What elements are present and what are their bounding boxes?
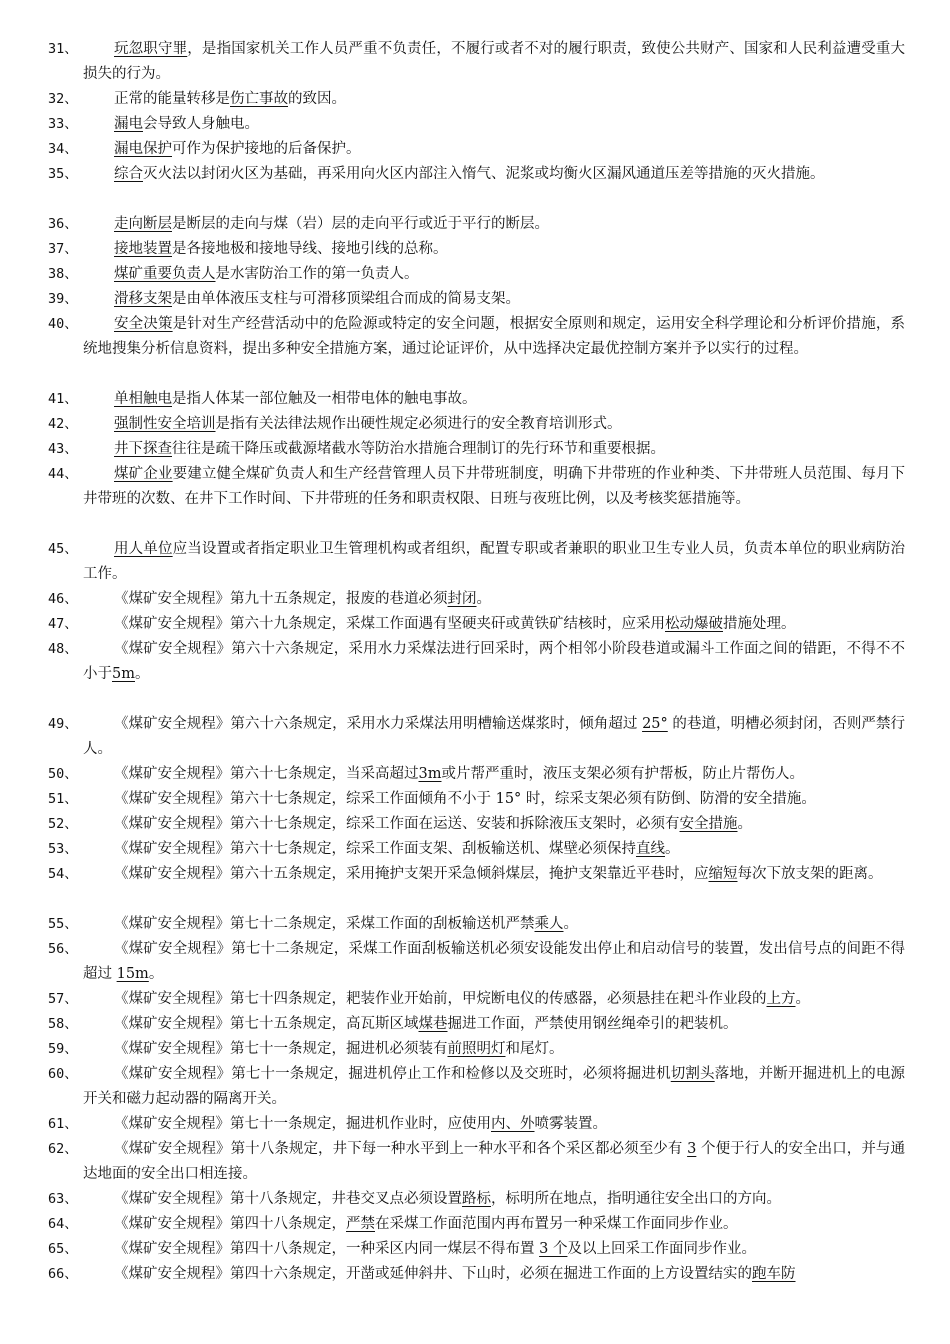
text-run: 及以上回采工作面同步作业。	[567, 1241, 756, 1257]
answer-underlined: 综合	[114, 166, 143, 182]
answer-underlined: 井下探查	[114, 441, 172, 457]
answer-underlined: 3	[687, 1141, 697, 1157]
list-item	[0, 437, 950, 462]
item-number: 41、	[48, 391, 78, 407]
item-text	[83, 987, 905, 1012]
answer-underlined: 伤亡事故	[230, 91, 288, 107]
text-run: 灭火法以封闭火区为基础，再采用向火区内部注入惰气、泥浆或均衡火区漏风通道压差等措施的灭火措施。	[143, 166, 825, 182]
text-run: 《煤矿安全规程》第六十六条规定，采用水力采煤法用明槽输送煤浆时，倾角超过	[114, 716, 643, 732]
item-text	[83, 1012, 905, 1037]
list-item	[0, 912, 950, 937]
item-text	[83, 537, 905, 586]
list-item	[0, 1012, 950, 1037]
answer-underlined: 封闭	[447, 591, 477, 607]
text-run: 。	[737, 816, 752, 832]
list-item	[0, 937, 950, 986]
list-item	[0, 712, 950, 761]
text-run: 《煤矿安全规程》第七十二条规定，采煤工作面的刮板输送机严禁	[114, 916, 535, 932]
item-text	[83, 237, 905, 262]
text-run: 的巷道，明槽必须封闭，否则严禁行人。	[83, 716, 906, 757]
text-run: 《煤矿安全规程》第六十七条规定，当采高超过	[114, 766, 419, 782]
list-item	[0, 387, 950, 412]
text-run: 《煤矿安全规程》第六十九条规定，采煤工作面遇有坚硬夹矸或黄铁矿结核时，应采用	[114, 616, 665, 632]
item-number: 44、	[48, 466, 78, 482]
item-number: 63、	[48, 1191, 78, 1207]
item-text	[83, 387, 905, 412]
item-text	[83, 1037, 905, 1062]
answer-underlined: 漏电保护	[114, 141, 172, 157]
item-text	[83, 1262, 905, 1287]
list-item	[0, 1112, 950, 1137]
item-text	[83, 412, 905, 437]
text-run: 。	[476, 591, 491, 607]
text-run: 是断层的走向与煤（岩）层的走向平行或近于平行的断层。	[172, 216, 549, 232]
item-text	[83, 262, 905, 287]
answer-underlined: 缩短	[708, 866, 738, 882]
list-item	[0, 862, 950, 887]
text-run: 《煤矿安全规程》第十八条规定，井下每一种水平到上一种水平和各个采区都必须至少有	[114, 1141, 688, 1157]
item-text	[83, 1237, 905, 1262]
text-run: 《煤矿安全规程》第六十七条规定，综采工作面支架、刮板输送机、煤壁必须保持	[114, 841, 636, 857]
item-number: 54、	[48, 866, 78, 882]
item-number: 53、	[48, 841, 78, 857]
item-number: 38、	[48, 266, 78, 282]
item-text	[83, 937, 905, 986]
answer-underlined: 漏电	[114, 116, 143, 132]
list-item	[0, 787, 950, 812]
item-number: 58、	[48, 1016, 78, 1032]
text-run: 个便于行人的安全出口，并与通达地面的安全出口相连接。	[83, 1141, 906, 1182]
item-number: 33、	[48, 116, 78, 132]
text-run: 。	[795, 991, 810, 1007]
item-number: 32、	[48, 91, 78, 107]
list-item	[0, 312, 950, 361]
text-run: 《煤矿安全规程》第四十八条规定，	[114, 1216, 346, 1232]
item-number: 66、	[48, 1266, 78, 1282]
list-item	[0, 637, 950, 686]
answer-underlined: 用人单位	[114, 541, 173, 557]
answer-underlined: 接地装置	[114, 241, 172, 257]
text-run: 《煤矿安全规程》第六十五条规定，采用掩护支架开采急倾斜煤层，掩护支架靠近平巷时，应	[114, 866, 709, 882]
text-run: 会导致人身触电。	[143, 116, 259, 132]
item-text	[83, 862, 905, 887]
item-text	[83, 787, 905, 812]
answer-underlined: 切割头	[670, 1066, 715, 1082]
list-item	[0, 1062, 950, 1111]
text-run: 。	[148, 965, 164, 982]
text-run: 是水害防治工作的第一负责人。	[215, 266, 419, 282]
answer-underlined: 直线	[636, 841, 665, 857]
list-item	[0, 987, 950, 1012]
list-item	[0, 237, 950, 262]
answer-underlined: 松动爆破	[665, 616, 723, 632]
text-run: 《煤矿安全规程》第六十六条规定，采用水力采煤法进行回采时，两个相邻小阶段巷道或漏斗工作面之间的错距，不得不不小于	[83, 641, 905, 682]
item-number: 39、	[48, 291, 78, 307]
item-number: 47、	[48, 616, 78, 632]
item-number: 34、	[48, 141, 78, 157]
text-run: 是各接地极和接地导线、接地引线的总称。	[172, 241, 448, 257]
item-number: 60、	[48, 1066, 78, 1082]
text-run: 或片帮严重时，液压支架必须有护帮板，防止片帮伤人。	[441, 766, 804, 782]
item-number: 42、	[48, 416, 78, 432]
item-number: 59、	[48, 1041, 78, 1057]
text-run: 和尾灯。	[505, 1041, 564, 1057]
item-text	[83, 112, 905, 137]
item-number: 62、	[48, 1141, 78, 1157]
text-run: 落地，并断开掘进机上的电源开关和磁力起动器的隔离开关。	[83, 1066, 905, 1107]
item-number: 57、	[48, 991, 78, 1007]
list-item	[0, 87, 950, 112]
text-run: 《煤矿安全规程》第七十一条规定，掘进机必须装有	[114, 1041, 448, 1057]
text-run: 《煤矿安全规程》第七十一条规定，掘进机作业时，应使用	[114, 1116, 491, 1132]
text-run: 的致因。	[288, 91, 346, 107]
list-item	[0, 1037, 950, 1062]
item-number: 45、	[48, 541, 78, 557]
item-text	[83, 1187, 905, 1212]
item-text	[83, 87, 905, 112]
text-run: 《煤矿安全规程》第六十七条规定，综采工作面倾角不小于 15° 时，综采支架必须有防倒、防滑的安全措施。	[114, 791, 816, 807]
answer-underlined: 安全决策	[114, 316, 173, 332]
answer-underlined: 煤矿重要负责人	[114, 266, 216, 282]
list-item	[0, 1237, 950, 1262]
text-run: 《煤矿安全规程》第七十四条规定，耙装作业开始前，甲烷断电仪的传感器，必须悬挂在耙斗作业段的	[114, 991, 767, 1007]
text-run: 《煤矿安全规程》第九十五条规定，报废的巷道必须	[114, 591, 448, 607]
item-number: 61、	[48, 1116, 78, 1132]
answer-underlined: 5m	[112, 665, 135, 682]
text-run: 是由单体液压支柱与可滑移顶梁组合而成的简易支架。	[172, 291, 520, 307]
text-run: 喷雾装置。	[534, 1116, 607, 1132]
item-text	[83, 812, 905, 837]
item-number: 40、	[48, 316, 78, 332]
answer-underlined: 强制性安全培训	[114, 416, 216, 432]
item-text	[83, 312, 905, 361]
text-run: ，标明所在地点，指明通往安全出口的方向。	[491, 1191, 781, 1207]
text-run: 《煤矿安全规程》第四十六条规定，开凿或延伸斜井、下山时，必须在掘进工作面的上方设置结实的	[114, 1266, 752, 1282]
list-item	[0, 812, 950, 837]
list-item	[0, 762, 950, 787]
answer-underlined: 上方	[766, 991, 796, 1007]
list-item	[0, 1187, 950, 1212]
text-run: 《煤矿安全规程》第六十七条规定，综采工作面在运送、安装和拆除液压支架时，必须有	[114, 816, 680, 832]
item-number: 48、	[48, 641, 78, 657]
item-text	[83, 712, 905, 761]
text-run: 《煤矿安全规程》第七十五条规定，高瓦斯区域	[114, 1016, 419, 1032]
item-text	[83, 1062, 905, 1111]
answer-underlined: 跑车防	[752, 1266, 796, 1282]
text-run: 往往是疏干降压或截源堵截水等防治水措施合理制订的先行环节和重要根据。	[172, 441, 665, 457]
list-item	[0, 412, 950, 437]
list-item	[0, 112, 950, 137]
item-text	[83, 37, 905, 86]
text-run: ，是指国家机关工作人员严重不负责任，不履行或者不对的履行职责，致使公共财产、国家和人民利益遭受重大损失的行为。	[83, 41, 906, 82]
text-run: 措施处理。	[723, 616, 796, 632]
text-run: 可作为保护接地的后备保护。	[172, 141, 361, 157]
text-run: 是指有关法律法规作出硬性规定必须进行的安全教育培训形式。	[215, 416, 622, 432]
answer-underlined: 严禁	[346, 1216, 375, 1232]
text-run: 是针对生产经营活动中的危险源或特定的安全问题，根据安全原则和规定，运用安全科学理论和分析评价措施，系统地搜集分析信息资料，提出多种安全措施方案，通过论证评价，从中选择决定最优控制方案并予以实行的过程。	[83, 316, 906, 357]
item-number: 35、	[48, 166, 78, 182]
list-item	[0, 262, 950, 287]
answer-underlined: 煤巷	[418, 1016, 448, 1032]
list-item	[0, 162, 950, 187]
item-number: 56、	[48, 941, 78, 957]
item-text	[83, 1212, 905, 1237]
item-text	[83, 437, 905, 462]
answer-underlined: 玩忽职守罪	[114, 41, 188, 57]
answer-underlined: 前照明灯	[447, 1041, 506, 1057]
item-text	[83, 1112, 905, 1137]
text-run: 是指人体某一部位触及一相带电体的触电事故。	[172, 391, 477, 407]
item-number: 43、	[48, 441, 78, 457]
list-item	[0, 1212, 950, 1237]
list-item	[0, 587, 950, 612]
answer-underlined: 走向断层	[114, 216, 172, 232]
item-text	[83, 587, 905, 612]
answer-underlined: 单相触电	[114, 391, 172, 407]
item-text	[83, 212, 905, 237]
answer-underlined: 煤矿企业	[114, 466, 173, 482]
list-item	[0, 212, 950, 237]
answer-underlined: 内、外	[491, 1116, 535, 1132]
text-run: 正常的能量转移是	[114, 91, 230, 107]
item-text	[83, 912, 905, 937]
item-number: 37、	[48, 241, 78, 257]
answer-underlined: 3m	[418, 766, 442, 782]
text-run: 《煤矿安全规程》第七十二条规定，采煤工作面刮板输送机必须安设能发出停止和启动信号的装置，发出信号点的间距不得超过	[83, 941, 905, 982]
list-item	[0, 612, 950, 637]
item-text	[83, 462, 905, 511]
list-item	[0, 537, 950, 586]
item-number: 50、	[48, 766, 78, 782]
item-text	[83, 162, 905, 187]
item-text	[83, 612, 905, 637]
item-text	[83, 837, 905, 862]
item-text	[83, 637, 905, 686]
list-item	[0, 287, 950, 312]
item-number: 51、	[48, 791, 78, 807]
item-number: 31、	[48, 41, 78, 57]
list-item	[0, 37, 950, 86]
list-item	[0, 837, 950, 862]
text-run: 。	[563, 916, 578, 932]
text-run: 。	[665, 841, 680, 857]
text-run: 《煤矿安全规程》第十八条规定，井巷交叉点必须设置	[114, 1191, 462, 1207]
item-text	[83, 1137, 905, 1186]
list-item	[0, 137, 950, 162]
text-run: 。	[134, 665, 150, 682]
item-number: 55、	[48, 916, 78, 932]
answer-underlined: 25°	[642, 716, 668, 732]
list-item	[0, 1262, 950, 1287]
item-text	[83, 287, 905, 312]
item-number: 36、	[48, 216, 78, 232]
text-run: 《煤矿安全规程》第七十一条规定，掘进机停止工作和检修以及交班时，必须将掘进机	[114, 1066, 671, 1082]
list-item	[0, 1137, 950, 1186]
answer-underlined: 路标	[462, 1191, 491, 1207]
item-number: 49、	[48, 716, 78, 732]
text-run: 《煤矿安全规程》第四十八条规定，一种采区内同一煤层不得布置	[114, 1241, 540, 1257]
text-run: 每次下放支架的距离。	[737, 866, 883, 882]
text-run: 要建立健全煤矿负责人和生产经营管理人员下井带班制度，明确下井带班的作业种类、下井带班人员范围、每月下井带班的次数、在井下工作时间、下井带班的任务和职责权限、日班与夜班比例，以及考核奖惩措施等。	[83, 466, 906, 507]
answer-underlined: 15m	[116, 965, 149, 982]
list-item	[0, 462, 950, 511]
answer-underlined: 滑移支架	[114, 291, 172, 307]
item-number: 46、	[48, 591, 78, 607]
text-run: 应当设置或者指定职业卫生管理机构或者组织，配置专职或者兼职的职业卫生专业人员，负责本单位的职业病防治工作。	[83, 541, 906, 582]
item-number: 52、	[48, 816, 78, 832]
answer-underlined: 乘人	[534, 916, 564, 932]
item-text	[83, 762, 905, 787]
text-run: 在采煤工作面范围内再布置另一种采煤工作面同步作业。	[375, 1216, 738, 1232]
answer-underlined: 安全措施	[679, 816, 738, 832]
text-run: 掘进工作面，严禁使用钢丝绳牵引的耙装机。	[447, 1016, 738, 1032]
item-number: 64、	[48, 1216, 78, 1232]
answer-underlined: 3 个	[539, 1241, 568, 1257]
item-text	[83, 137, 905, 162]
item-number: 65、	[48, 1241, 78, 1257]
